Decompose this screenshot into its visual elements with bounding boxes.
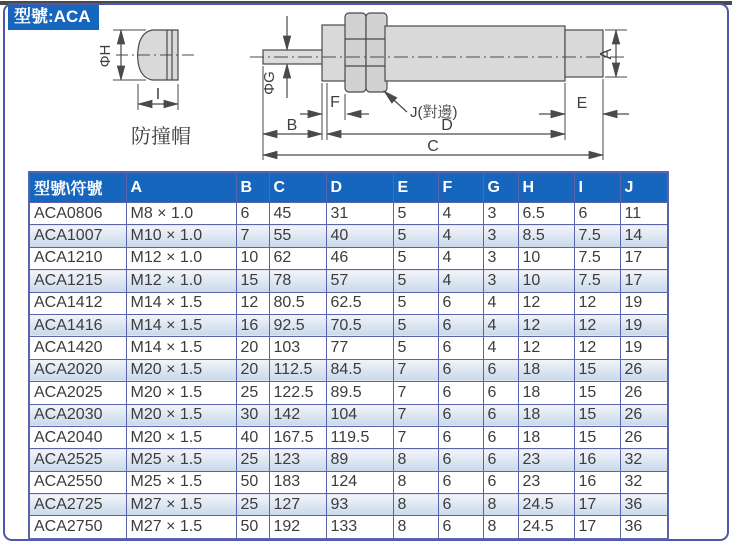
- value-cell: 80.5: [269, 292, 326, 314]
- value-cell: 46: [326, 247, 393, 269]
- value-cell: 8: [393, 471, 438, 493]
- model-cell: ACA2725: [29, 494, 126, 516]
- table-row: [29, 426, 668, 448]
- value-cell: 4: [483, 292, 518, 314]
- value-cell: 92.5: [269, 314, 326, 336]
- value-cell: 6: [438, 471, 483, 493]
- value-cell: 6: [438, 337, 483, 359]
- value-cell: 123: [269, 449, 326, 471]
- value-cell: M14 × 1.5: [126, 292, 236, 314]
- model-cell: ACA1215: [29, 270, 126, 292]
- value-cell: 183: [269, 471, 326, 493]
- value-cell: 36: [620, 516, 668, 539]
- value-cell: 5: [393, 225, 438, 247]
- value-cell: 6: [483, 426, 518, 448]
- column-header: G: [483, 172, 518, 203]
- value-cell: 19: [620, 337, 668, 359]
- value-cell: 6: [438, 359, 483, 381]
- value-cell: 17: [620, 247, 668, 269]
- model-cell: ACA1210: [29, 247, 126, 269]
- value-cell: 18: [518, 404, 574, 426]
- value-cell: 6: [483, 359, 518, 381]
- value-cell: 7: [236, 225, 269, 247]
- value-cell: 6: [483, 382, 518, 404]
- value-cell: 16: [574, 449, 620, 471]
- value-cell: 10: [518, 270, 574, 292]
- value-cell: 7: [393, 426, 438, 448]
- column-header: C: [269, 172, 326, 203]
- value-cell: 25: [236, 494, 269, 516]
- value-cell: 12: [574, 314, 620, 336]
- absorber-drawing: [250, 13, 629, 160]
- value-cell: 3: [483, 203, 518, 225]
- value-cell: 6: [438, 494, 483, 516]
- value-cell: 12: [574, 337, 620, 359]
- value-cell: 23: [518, 471, 574, 493]
- column-header: J: [620, 172, 668, 203]
- value-cell: 17: [574, 516, 620, 539]
- value-cell: M27 × 1.5: [126, 494, 236, 516]
- main-cylinder: [385, 26, 565, 81]
- value-cell: M27 × 1.5: [126, 516, 236, 539]
- value-cell: 18: [518, 359, 574, 381]
- value-cell: M20 × 1.5: [126, 382, 236, 404]
- value-cell: 26: [620, 359, 668, 381]
- value-cell: 6: [438, 382, 483, 404]
- value-cell: M14 × 1.5: [126, 314, 236, 336]
- spec-table-body: [29, 203, 668, 539]
- value-cell: 18: [518, 382, 574, 404]
- value-cell: 8: [393, 516, 438, 539]
- value-cell: 112.5: [269, 359, 326, 381]
- value-cell: 40: [326, 225, 393, 247]
- value-cell: 122.5: [269, 382, 326, 404]
- column-header: E: [393, 172, 438, 203]
- value-cell: 16: [236, 314, 269, 336]
- value-cell: 6: [438, 449, 483, 471]
- value-cell: 17: [620, 270, 668, 292]
- value-cell: 5: [393, 270, 438, 292]
- value-cell: 4: [483, 314, 518, 336]
- table-row: [29, 359, 668, 381]
- value-cell: 89.5: [326, 382, 393, 404]
- value-cell: 7: [393, 359, 438, 381]
- model-cell: ACA2525: [29, 449, 126, 471]
- table-header-row: [29, 172, 668, 203]
- value-cell: 133: [326, 516, 393, 539]
- value-cell: 24.5: [518, 516, 574, 539]
- dim-label-i: I: [155, 86, 161, 103]
- table-row: [29, 382, 668, 404]
- table-row: [29, 314, 668, 336]
- table-row: [29, 516, 668, 539]
- table-row: [29, 449, 668, 471]
- column-header: I: [574, 172, 620, 203]
- value-cell: M20 × 1.5: [126, 359, 236, 381]
- dim-label-j: J(對邊): [410, 104, 458, 121]
- value-cell: M10 × 1.0: [126, 225, 236, 247]
- value-cell: 6: [438, 516, 483, 539]
- value-cell: 16: [574, 471, 620, 493]
- j-leader: [384, 91, 407, 112]
- value-cell: 50: [236, 516, 269, 539]
- column-header: D: [326, 172, 393, 203]
- value-cell: 142: [269, 404, 326, 426]
- value-cell: 7: [393, 382, 438, 404]
- model-cell: ACA2025: [29, 382, 126, 404]
- dim-label-e: E: [576, 95, 588, 112]
- cap-caption: 防撞帽: [131, 126, 191, 148]
- value-cell: 167.5: [269, 426, 326, 448]
- value-cell: 7.5: [574, 270, 620, 292]
- value-cell: 6.5: [518, 203, 574, 225]
- value-cell: 23: [518, 449, 574, 471]
- dim-label-phi-h: ΦH: [97, 44, 114, 68]
- value-cell: M20 × 1.5: [126, 426, 236, 448]
- value-cell: 6: [438, 292, 483, 314]
- column-header: 型號\符號: [29, 172, 126, 203]
- value-cell: 50: [236, 471, 269, 493]
- value-cell: 6: [438, 404, 483, 426]
- value-cell: 77: [326, 337, 393, 359]
- value-cell: 10: [518, 247, 574, 269]
- value-cell: 124: [326, 471, 393, 493]
- value-cell: 31: [326, 203, 393, 225]
- value-cell: 3: [483, 247, 518, 269]
- value-cell: 57: [326, 270, 393, 292]
- value-cell: 8: [393, 449, 438, 471]
- value-cell: 17: [574, 494, 620, 516]
- value-cell: 30: [236, 404, 269, 426]
- value-cell: 19: [620, 292, 668, 314]
- value-cell: M14 × 1.5: [126, 337, 236, 359]
- value-cell: 55: [269, 225, 326, 247]
- model-cell: ACA1420: [29, 337, 126, 359]
- value-cell: 10: [236, 247, 269, 269]
- value-cell: 15: [574, 404, 620, 426]
- value-cell: 8: [393, 494, 438, 516]
- value-cell: M25 × 1.5: [126, 471, 236, 493]
- spec-table: [28, 171, 669, 540]
- value-cell: 26: [620, 404, 668, 426]
- column-header: H: [518, 172, 574, 203]
- value-cell: 6: [483, 404, 518, 426]
- value-cell: 12: [236, 292, 269, 314]
- value-cell: 15: [236, 270, 269, 292]
- table-row: [29, 225, 668, 247]
- value-cell: 119.5: [326, 426, 393, 448]
- dim-label-b: B: [286, 117, 298, 134]
- column-header: B: [236, 172, 269, 203]
- value-cell: 26: [620, 382, 668, 404]
- model-cell: ACA2550: [29, 471, 126, 493]
- value-cell: 5: [393, 337, 438, 359]
- value-cell: 6: [438, 426, 483, 448]
- value-cell: 15: [574, 426, 620, 448]
- table-row: [29, 471, 668, 493]
- value-cell: 103: [269, 337, 326, 359]
- model-cell: ACA2030: [29, 404, 126, 426]
- value-cell: 89: [326, 449, 393, 471]
- value-cell: 32: [620, 471, 668, 493]
- dim-label-phi-g: ΦG: [261, 71, 278, 95]
- value-cell: 6: [483, 471, 518, 493]
- value-cell: 192: [269, 516, 326, 539]
- value-cell: 7.5: [574, 247, 620, 269]
- model-cell: ACA1412: [29, 292, 126, 314]
- model-cell: ACA2020: [29, 359, 126, 381]
- value-cell: 36: [620, 494, 668, 516]
- table-row: [29, 203, 668, 225]
- value-cell: 5: [393, 247, 438, 269]
- value-cell: 6: [574, 203, 620, 225]
- value-cell: M20 × 1.5: [126, 404, 236, 426]
- value-cell: 4: [438, 225, 483, 247]
- value-cell: 4: [438, 247, 483, 269]
- value-cell: 6: [438, 314, 483, 336]
- value-cell: 127: [269, 494, 326, 516]
- value-cell: 12: [518, 337, 574, 359]
- value-cell: M12 × 1.0: [126, 270, 236, 292]
- value-cell: 26: [620, 426, 668, 448]
- dim-label-c: C: [427, 138, 439, 155]
- value-cell: 4: [483, 337, 518, 359]
- value-cell: 20: [236, 359, 269, 381]
- value-cell: M25 × 1.5: [126, 449, 236, 471]
- value-cell: 19: [620, 314, 668, 336]
- value-cell: 62: [269, 247, 326, 269]
- table-row: [29, 404, 668, 426]
- value-cell: 4: [438, 203, 483, 225]
- value-cell: M12 × 1.0: [126, 247, 236, 269]
- model-badge-label: 型號:ACA: [14, 7, 91, 26]
- value-cell: 32: [620, 449, 668, 471]
- value-cell: 6: [236, 203, 269, 225]
- column-header: F: [438, 172, 483, 203]
- value-cell: 8.5: [518, 225, 574, 247]
- value-cell: 12: [518, 292, 574, 314]
- value-cell: 8: [483, 516, 518, 539]
- value-cell: 104: [326, 404, 393, 426]
- value-cell: 84.5: [326, 359, 393, 381]
- value-cell: 93: [326, 494, 393, 516]
- value-cell: 6: [483, 449, 518, 471]
- value-cell: 7.5: [574, 225, 620, 247]
- table-row: [29, 292, 668, 314]
- model-cell: ACA0806: [29, 203, 126, 225]
- table-row: [29, 270, 668, 292]
- value-cell: 3: [483, 225, 518, 247]
- value-cell: 15: [574, 382, 620, 404]
- model-cell: ACA2750: [29, 516, 126, 539]
- value-cell: 40: [236, 426, 269, 448]
- model-cell: ACA2040: [29, 426, 126, 448]
- table-row: [29, 247, 668, 269]
- value-cell: 5: [393, 314, 438, 336]
- value-cell: 25: [236, 449, 269, 471]
- value-cell: 12: [518, 314, 574, 336]
- table-row: [29, 337, 668, 359]
- table-row: [29, 494, 668, 516]
- column-header: A: [126, 172, 236, 203]
- value-cell: 24.5: [518, 494, 574, 516]
- value-cell: 70.5: [326, 314, 393, 336]
- value-cell: M8 × 1.0: [126, 203, 236, 225]
- value-cell: 12: [574, 292, 620, 314]
- model-cell: ACA1007: [29, 225, 126, 247]
- dim-label-a: A: [598, 48, 615, 60]
- value-cell: 62.5: [326, 292, 393, 314]
- value-cell: 45: [269, 203, 326, 225]
- value-cell: 8: [483, 494, 518, 516]
- value-cell: 14: [620, 225, 668, 247]
- value-cell: 3: [483, 270, 518, 292]
- value-cell: 78: [269, 270, 326, 292]
- dim-label-f: F: [330, 94, 340, 111]
- dim-label-d: D: [441, 117, 453, 134]
- value-cell: 25: [236, 382, 269, 404]
- value-cell: 7: [393, 404, 438, 426]
- value-cell: 15: [574, 359, 620, 381]
- value-cell: 20: [236, 337, 269, 359]
- hex-nuts: [345, 13, 387, 92]
- value-cell: 18: [518, 426, 574, 448]
- value-cell: 4: [438, 270, 483, 292]
- model-cell: ACA1416: [29, 314, 126, 336]
- value-cell: 5: [393, 203, 438, 225]
- value-cell: 11: [620, 203, 668, 225]
- value-cell: 5: [393, 292, 438, 314]
- technical-drawing: [0, 0, 732, 170]
